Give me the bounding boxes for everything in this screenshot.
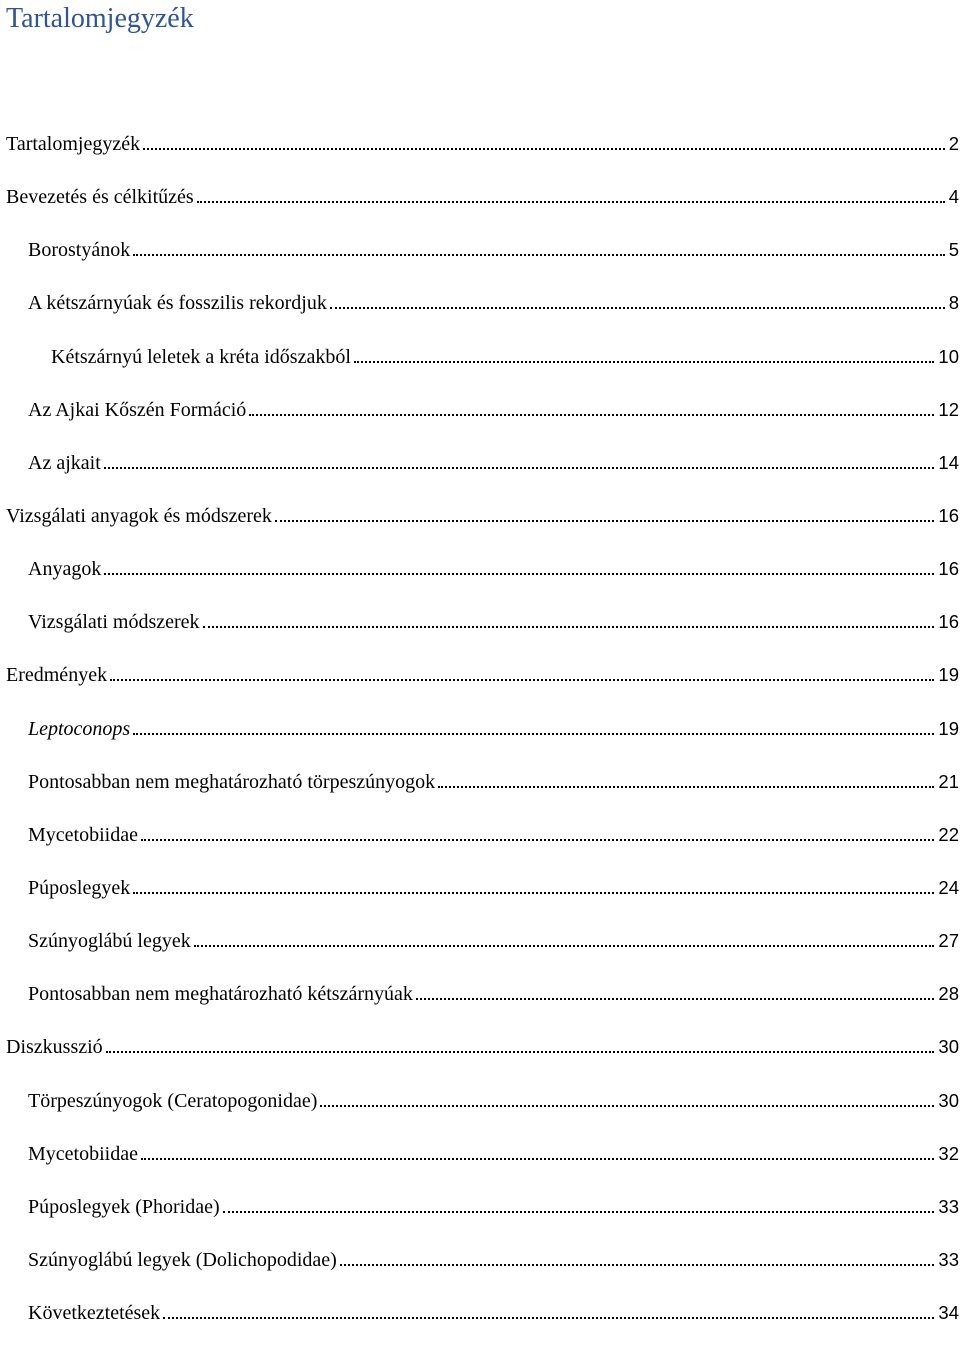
toc-entry-page-number[interactable]: 16 [938, 504, 959, 526]
toc-entry-row[interactable] [28, 713, 960, 741]
toc-entry[interactable] [0, 819, 960, 872]
toc-entry-row[interactable] [28, 1138, 960, 1166]
toc-entry[interactable] [0, 1085, 960, 1138]
toc-entry-label[interactable]: A kétszárnyúak és fosszilis rekordjuk [28, 292, 327, 315]
toc-entry-page-number[interactable]: 21 [938, 770, 959, 792]
toc-entry-label[interactable]: Bevezetés és célkitűzés [6, 186, 194, 209]
toc-entry-row[interactable] [6, 181, 960, 209]
toc-entry-page-number[interactable]: 19 [938, 664, 959, 686]
toc-entry-label[interactable]: Kétszárnyú leletek a kréta időszakból [51, 345, 351, 368]
toc-entry[interactable] [0, 606, 960, 659]
toc-entry[interactable] [0, 234, 960, 287]
dot-leader [320, 1102, 934, 1107]
toc-entry-row[interactable] [28, 819, 960, 847]
table-of-contents [0, 128, 960, 1350]
toc-entry-row[interactable] [6, 1031, 960, 1059]
toc-entry-row[interactable] [51, 341, 960, 369]
toc-entry-label[interactable]: Mycetobiidae [28, 823, 138, 846]
toc-entry-page-number[interactable]: 19 [938, 717, 959, 739]
toc-entry-page-number[interactable]: 2 [948, 133, 959, 154]
toc-entry-row[interactable] [28, 925, 960, 953]
dot-leader [203, 623, 935, 628]
toc-entry-page-number[interactable]: 30 [938, 1036, 959, 1058]
dot-leader [133, 730, 934, 735]
dot-leader [438, 783, 934, 788]
toc-entry[interactable] [0, 287, 960, 340]
toc-entry-page-number[interactable]: 10 [938, 345, 959, 367]
dot-leader [340, 1261, 935, 1266]
toc-entry[interactable] [0, 341, 960, 394]
toc-entry[interactable] [0, 1244, 960, 1297]
dot-leader [141, 1155, 934, 1160]
toc-entry-page-number[interactable]: 33 [938, 1248, 959, 1270]
dot-leader [110, 676, 934, 681]
toc-entry-label[interactable]: Szúnyoglábú legyek [28, 930, 191, 953]
toc-entry-label[interactable]: Szúnyoglábú legyek (Dolichopodidae) [28, 1248, 337, 1271]
toc-entry-page-number[interactable]: 27 [938, 930, 959, 952]
toc-entry-label[interactable]: Vizsgálati anyagok és módszerek [6, 504, 272, 527]
toc-entry[interactable] [0, 1191, 960, 1244]
toc-entry-row[interactable] [28, 872, 960, 900]
dot-leader [104, 570, 934, 575]
dot-leader [163, 1314, 934, 1319]
dot-leader [133, 251, 944, 256]
toc-entry-label[interactable]: Borostyánok [28, 239, 131, 262]
toc-entry-label[interactable]: Tartalomjegyzék [6, 133, 141, 155]
toc-entry-row[interactable] [28, 234, 960, 262]
toc-entry-page-number[interactable]: 33 [938, 1195, 959, 1217]
toc-entry-label[interactable]: Következtetések [28, 1302, 161, 1325]
toc-entry[interactable] [0, 553, 960, 606]
toc-entry[interactable] [0, 181, 960, 234]
toc-entry[interactable] [0, 925, 960, 978]
toc-entry[interactable] [0, 1138, 960, 1191]
dot-leader [143, 145, 945, 150]
toc-entry[interactable] [0, 128, 960, 181]
toc-entry-row[interactable] [28, 447, 960, 475]
toc-entry[interactable] [0, 394, 960, 447]
toc-entry-page-number[interactable]: 12 [938, 398, 959, 420]
toc-entry[interactable] [0, 978, 960, 1031]
toc-entry-row[interactable] [28, 394, 960, 422]
toc-entry-label[interactable]: Törpeszúnyogok (Ceratopogonidae) [28, 1089, 318, 1112]
toc-entry-row[interactable] [28, 1244, 960, 1272]
dot-leader [104, 464, 935, 469]
dot-leader [106, 1048, 935, 1053]
toc-entry-row[interactable] [28, 287, 960, 315]
toc-entry-row[interactable] [28, 766, 960, 794]
toc-entry-row[interactable] [28, 1191, 960, 1219]
toc-entry-page-number[interactable]: 22 [938, 823, 959, 845]
toc-entry-row[interactable] [6, 659, 960, 687]
toc-entry-row[interactable] [28, 1085, 960, 1113]
page-title: Tartalomjegyzék [6, 3, 194, 34]
toc-entry[interactable] [0, 713, 960, 766]
dot-leader [194, 942, 935, 947]
toc-entry-page-number[interactable]: 32 [938, 1142, 959, 1164]
toc-entry-label[interactable]: Pontosabban nem meghatározható törpeszúnyogok [28, 770, 436, 793]
toc-entry-page-number[interactable]: 5 [948, 239, 959, 261]
dot-leader [223, 1208, 935, 1213]
dot-leader [141, 836, 934, 841]
toc-entry-row[interactable] [28, 606, 960, 634]
toc-entry-page-number[interactable]: 14 [938, 451, 959, 473]
toc-entry-page-number[interactable]: 30 [938, 1089, 959, 1111]
toc-entry-label[interactable]: Diszkusszió [6, 1036, 103, 1059]
toc-entry-page-number[interactable]: 8 [948, 292, 959, 314]
dot-leader [416, 995, 935, 1000]
toc-entry-page-number[interactable]: 4 [948, 186, 959, 208]
toc-entry-row[interactable] [6, 500, 960, 528]
toc-entry-label[interactable]: Púposlegyek (Phoridae) [28, 1195, 220, 1218]
toc-entry-label[interactable]: Vizsgálati módszerek [28, 611, 200, 634]
toc-entry-row[interactable] [28, 1297, 960, 1325]
toc-entry-label[interactable]: Anyagok [28, 558, 102, 581]
toc-entry-label[interactable]: Az ajkait [28, 451, 101, 474]
dot-leader [354, 358, 935, 363]
toc-entry-row[interactable] [6, 128, 960, 156]
dot-leader [275, 517, 934, 522]
toc-entry-page-number[interactable]: 24 [938, 876, 959, 898]
toc-entry-page-number[interactable]: 28 [938, 983, 959, 1005]
dot-leader [249, 411, 934, 416]
toc-entry-label[interactable]: Pontosabban nem meghatározható kétszárnyúak [28, 983, 413, 1006]
toc-entry-label[interactable]: Az Ajkai Kőszén Formáció [28, 398, 247, 421]
dot-leader [330, 304, 945, 309]
toc-entry-label[interactable]: Leptoconops [28, 717, 131, 740]
toc-entry-label[interactable]: Púposlegyek [28, 876, 131, 899]
dot-leader [197, 198, 945, 203]
dot-leader [133, 889, 934, 894]
toc-entry-row[interactable] [28, 978, 960, 1006]
toc-entry[interactable] [0, 447, 960, 500]
toc-entry-page-number[interactable]: 16 [938, 558, 959, 580]
toc-entry[interactable] [0, 659, 960, 712]
toc-entry-page-number[interactable]: 16 [938, 611, 959, 633]
toc-entry[interactable] [0, 500, 960, 553]
toc-entry[interactable] [0, 766, 960, 819]
toc-entry-label[interactable]: Mycetobiidae [28, 1142, 138, 1165]
toc-entry[interactable] [0, 1031, 960, 1084]
toc-entry-page-number[interactable]: 34 [938, 1302, 959, 1324]
toc-entry-label[interactable]: Eredmények [6, 664, 108, 687]
toc-entry[interactable] [0, 1297, 960, 1350]
toc-entry[interactable] [0, 872, 960, 925]
toc-entry-row[interactable] [28, 553, 960, 581]
